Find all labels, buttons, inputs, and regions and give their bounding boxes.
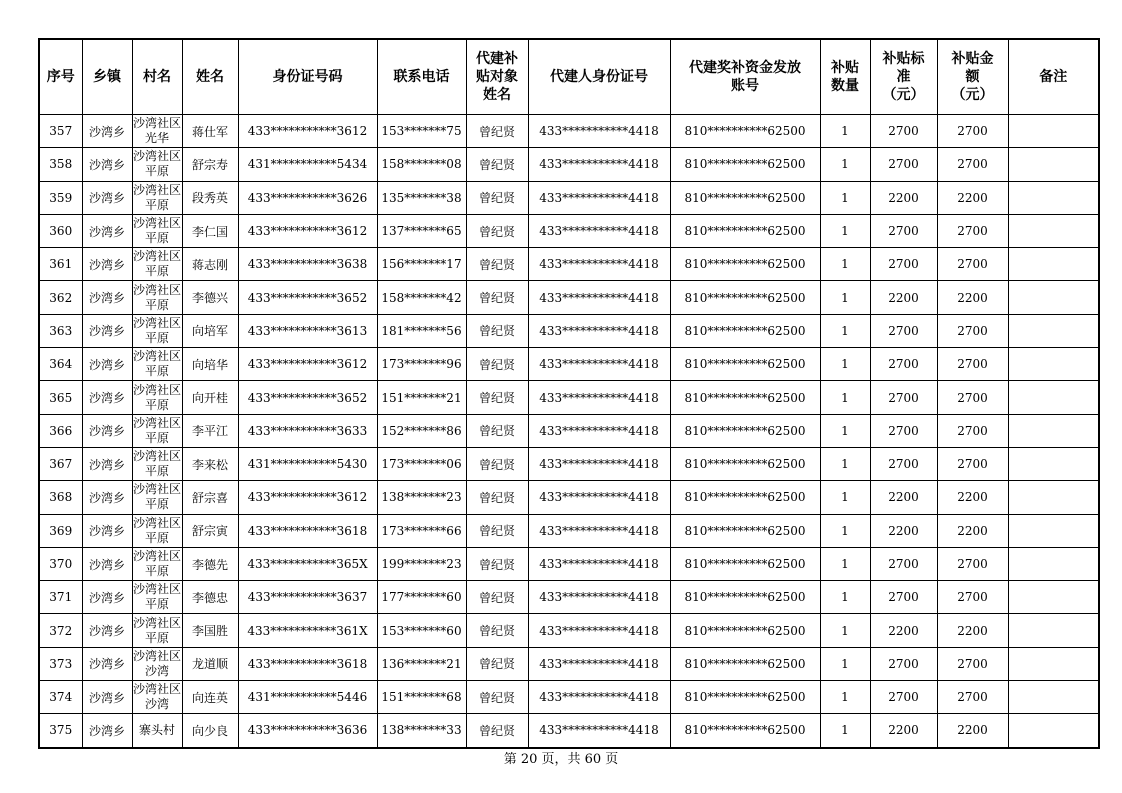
row-number: 371 [39, 581, 82, 614]
id-number-cell: 433***********361X [238, 614, 377, 647]
row-number: 359 [39, 181, 82, 214]
id-number-cell: 433***********3652 [238, 281, 377, 314]
account-cell: 810**********62500 [670, 514, 820, 547]
name-cell: 李平江 [182, 414, 238, 447]
town-cell: 沙湾乡 [82, 547, 132, 580]
name-cell: 李来松 [182, 447, 238, 480]
village-cell: 寨头村 [132, 714, 182, 748]
quantity-cell: 1 [820, 514, 870, 547]
note-cell [1008, 381, 1099, 414]
table-row [39, 614, 1099, 647]
phone-cell: 136*******21 [377, 647, 466, 680]
builder-id-cell: 433***********4418 [528, 581, 670, 614]
amount-cell: 2200 [937, 614, 1008, 647]
account-cell: 810**********62500 [670, 348, 820, 381]
amount-cell: 2200 [937, 281, 1008, 314]
quantity-cell: 1 [820, 414, 870, 447]
account-cell: 810**********62500 [670, 214, 820, 247]
name-cell: 李德忠 [182, 581, 238, 614]
village-cell: 沙湾社区平原 [132, 148, 182, 181]
quantity-cell: 1 [820, 647, 870, 680]
town-cell: 沙湾乡 [82, 481, 132, 514]
amount-cell: 2700 [937, 581, 1008, 614]
account-cell: 810**********62500 [670, 248, 820, 281]
row-number: 372 [39, 614, 82, 647]
table-row [39, 281, 1099, 314]
account-cell: 810**********62500 [670, 148, 820, 181]
account-cell: 810**********62500 [670, 714, 820, 748]
standard-cell: 2700 [870, 314, 937, 347]
table-row [39, 681, 1099, 714]
row-number: 375 [39, 714, 82, 748]
village-cell: 沙湾社区平原 [132, 447, 182, 480]
note-cell [1008, 348, 1099, 381]
amount-cell: 2200 [937, 181, 1008, 214]
builder-name-cell: 曾纪贤 [466, 314, 528, 347]
town-cell: 沙湾乡 [82, 148, 132, 181]
account-cell: 810**********62500 [670, 414, 820, 447]
note-cell [1008, 647, 1099, 680]
quantity-cell: 1 [820, 214, 870, 247]
note-cell [1008, 214, 1099, 247]
quantity-cell: 1 [820, 614, 870, 647]
builder-name-cell: 曾纪贤 [466, 714, 528, 748]
id-number-cell: 433***********3612 [238, 115, 377, 148]
builder-id-cell: 433***********4418 [528, 414, 670, 447]
row-number: 361 [39, 248, 82, 281]
town-cell: 沙湾乡 [82, 647, 132, 680]
row-number: 357 [39, 115, 82, 148]
id-number-cell: 433***********3652 [238, 381, 377, 414]
note-cell [1008, 681, 1099, 714]
village-cell: 沙湾社区平原 [132, 514, 182, 547]
builder-id-cell: 433***********4418 [528, 381, 670, 414]
builder-id-cell: 433***********4418 [528, 481, 670, 514]
note-cell [1008, 614, 1099, 647]
header-cell: 身份证号码 [238, 39, 377, 115]
account-cell: 810**********62500 [670, 281, 820, 314]
table-row [39, 115, 1099, 148]
builder-name-cell: 曾纪贤 [466, 348, 528, 381]
name-cell: 向少良 [182, 714, 238, 748]
village-cell: 沙湾社区平原 [132, 348, 182, 381]
standard-cell: 2200 [870, 281, 937, 314]
header-cell: 备注 [1008, 39, 1099, 115]
id-number-cell: 431***********5446 [238, 681, 377, 714]
town-cell: 沙湾乡 [82, 614, 132, 647]
amount-cell: 2700 [937, 115, 1008, 148]
row-number: 369 [39, 514, 82, 547]
row-number: 368 [39, 481, 82, 514]
quantity-cell: 1 [820, 181, 870, 214]
id-number-cell: 431***********5434 [238, 148, 377, 181]
phone-cell: 153*******75 [377, 115, 466, 148]
name-cell: 李仁国 [182, 214, 238, 247]
standard-cell: 2200 [870, 181, 937, 214]
row-number: 373 [39, 647, 82, 680]
builder-name-cell: 曾纪贤 [466, 547, 528, 580]
phone-cell: 158*******08 [377, 148, 466, 181]
village-cell: 沙湾社区平原 [132, 547, 182, 580]
town-cell: 沙湾乡 [82, 248, 132, 281]
builder-name-cell: 曾纪贤 [466, 381, 528, 414]
builder-id-cell: 433***********4418 [528, 214, 670, 247]
table-row [39, 647, 1099, 680]
builder-name-cell: 曾纪贤 [466, 148, 528, 181]
amount-cell: 2700 [937, 348, 1008, 381]
row-number: 363 [39, 314, 82, 347]
town-cell: 沙湾乡 [82, 681, 132, 714]
id-number-cell: 433***********3626 [238, 181, 377, 214]
amount-cell: 2700 [937, 381, 1008, 414]
quantity-cell: 1 [820, 481, 870, 514]
phone-cell: 158*******42 [377, 281, 466, 314]
quantity-cell: 1 [820, 681, 870, 714]
header-cell: 序号 [39, 39, 82, 115]
builder-id-cell: 433***********4418 [528, 281, 670, 314]
account-cell: 810**********62500 [670, 547, 820, 580]
row-number: 374 [39, 681, 82, 714]
id-number-cell: 433***********365X [238, 547, 377, 580]
village-cell: 沙湾社区平原 [132, 614, 182, 647]
builder-name-cell: 曾纪贤 [466, 447, 528, 480]
quantity-cell: 1 [820, 447, 870, 480]
header-cell: 姓名 [182, 39, 238, 115]
standard-cell: 2700 [870, 115, 937, 148]
amount-cell: 2200 [937, 514, 1008, 547]
builder-id-cell: 433***********4418 [528, 614, 670, 647]
table-row [39, 248, 1099, 281]
town-cell: 沙湾乡 [82, 348, 132, 381]
amount-cell: 2700 [937, 447, 1008, 480]
id-number-cell: 431***********5430 [238, 447, 377, 480]
row-number: 365 [39, 381, 82, 414]
row-number: 367 [39, 447, 82, 480]
village-cell: 沙湾社区平原 [132, 414, 182, 447]
phone-cell: 153*******60 [377, 614, 466, 647]
builder-id-cell: 433***********4418 [528, 314, 670, 347]
builder-name-cell: 曾纪贤 [466, 647, 528, 680]
name-cell: 向开桂 [182, 381, 238, 414]
builder-id-cell: 433***********4418 [528, 681, 670, 714]
table-row [39, 381, 1099, 414]
town-cell: 沙湾乡 [82, 381, 132, 414]
note-cell [1008, 248, 1099, 281]
id-number-cell: 433***********3612 [238, 481, 377, 514]
town-cell: 沙湾乡 [82, 414, 132, 447]
header-cell: 补贴标准（元） [870, 39, 937, 115]
name-cell: 向培华 [182, 348, 238, 381]
phone-cell: 181*******56 [377, 314, 466, 347]
quantity-cell: 1 [820, 348, 870, 381]
id-number-cell: 433***********3618 [238, 647, 377, 680]
name-cell: 蒋志刚 [182, 248, 238, 281]
phone-cell: 156*******17 [377, 248, 466, 281]
note-cell [1008, 181, 1099, 214]
builder-id-cell: 433***********4418 [528, 348, 670, 381]
town-cell: 沙湾乡 [82, 181, 132, 214]
note-cell [1008, 547, 1099, 580]
table-row [39, 214, 1099, 247]
id-number-cell: 433***********3636 [238, 714, 377, 748]
name-cell: 向培军 [182, 314, 238, 347]
name-cell: 龙道顺 [182, 647, 238, 680]
phone-cell: 173*******06 [377, 447, 466, 480]
row-number: 362 [39, 281, 82, 314]
header-cell: 代建奖补资金发放账号 [670, 39, 820, 115]
quantity-cell: 1 [820, 314, 870, 347]
phone-cell: 151*******68 [377, 681, 466, 714]
account-cell: 810**********62500 [670, 181, 820, 214]
quantity-cell: 1 [820, 248, 870, 281]
amount-cell: 2700 [937, 547, 1008, 580]
builder-name-cell: 曾纪贤 [466, 481, 528, 514]
standard-cell: 2200 [870, 514, 937, 547]
account-cell: 810**********62500 [670, 314, 820, 347]
account-cell: 810**********62500 [670, 447, 820, 480]
name-cell: 舒宗喜 [182, 481, 238, 514]
builder-name-cell: 曾纪贤 [466, 181, 528, 214]
village-cell: 沙湾社区沙湾 [132, 681, 182, 714]
standard-cell: 2700 [870, 647, 937, 680]
builder-name-cell: 曾纪贤 [466, 281, 528, 314]
phone-cell: 151*******21 [377, 381, 466, 414]
table-row [39, 414, 1099, 447]
standard-cell: 2200 [870, 714, 937, 748]
standard-cell: 2700 [870, 248, 937, 281]
id-number-cell: 433***********3618 [238, 514, 377, 547]
row-number: 360 [39, 214, 82, 247]
account-cell: 810**********62500 [670, 115, 820, 148]
row-number: 364 [39, 348, 82, 381]
header-cell: 代建补贴对象姓名 [466, 39, 528, 115]
amount-cell: 2200 [937, 714, 1008, 748]
quantity-cell: 1 [820, 547, 870, 580]
name-cell: 舒宗寅 [182, 514, 238, 547]
name-cell: 蒋仕军 [182, 115, 238, 148]
id-number-cell: 433***********3612 [238, 348, 377, 381]
amount-cell: 2700 [937, 681, 1008, 714]
builder-id-cell: 433***********4418 [528, 248, 670, 281]
table-row [39, 348, 1099, 381]
standard-cell: 2700 [870, 447, 937, 480]
builder-id-cell: 433***********4418 [528, 514, 670, 547]
phone-cell: 137*******65 [377, 214, 466, 247]
note-cell [1008, 514, 1099, 547]
village-cell: 沙湾社区平原 [132, 281, 182, 314]
header-row [39, 39, 1099, 115]
standard-cell: 2700 [870, 681, 937, 714]
town-cell: 沙湾乡 [82, 581, 132, 614]
amount-cell: 2700 [937, 314, 1008, 347]
town-cell: 沙湾乡 [82, 314, 132, 347]
quantity-cell: 1 [820, 581, 870, 614]
builder-id-cell: 433***********4418 [528, 115, 670, 148]
standard-cell: 2200 [870, 481, 937, 514]
builder-id-cell: 433***********4418 [528, 181, 670, 214]
builder-id-cell: 433***********4418 [528, 647, 670, 680]
note-cell [1008, 447, 1099, 480]
account-cell: 810**********62500 [670, 614, 820, 647]
id-number-cell: 433***********3633 [238, 414, 377, 447]
name-cell: 李德先 [182, 547, 238, 580]
table-row [39, 547, 1099, 580]
account-cell: 810**********62500 [670, 647, 820, 680]
builder-id-cell: 433***********4418 [528, 447, 670, 480]
amount-cell: 2700 [937, 647, 1008, 680]
standard-cell: 2700 [870, 581, 937, 614]
page-footer: 第 20 页，共 60 页 [503, 752, 619, 767]
village-cell: 沙湾社区平原 [132, 214, 182, 247]
builder-name-cell: 曾纪贤 [466, 614, 528, 647]
builder-name-cell: 曾纪贤 [466, 681, 528, 714]
standard-cell: 2200 [870, 614, 937, 647]
phone-cell: 199*******23 [377, 547, 466, 580]
note-cell [1008, 314, 1099, 347]
account-cell: 810**********62500 [670, 381, 820, 414]
header-cell: 补贴金额（元） [937, 39, 1008, 115]
id-number-cell: 433***********3612 [238, 214, 377, 247]
note-cell [1008, 414, 1099, 447]
phone-cell: 173*******96 [377, 348, 466, 381]
builder-id-cell: 433***********4418 [528, 547, 670, 580]
quantity-cell: 1 [820, 148, 870, 181]
builder-id-cell: 433***********4418 [528, 148, 670, 181]
builder-name-cell: 曾纪贤 [466, 581, 528, 614]
village-cell: 沙湾社区光华 [132, 115, 182, 148]
account-cell: 810**********62500 [670, 581, 820, 614]
quantity-cell: 1 [820, 281, 870, 314]
amount-cell: 2700 [937, 214, 1008, 247]
town-cell: 沙湾乡 [82, 115, 132, 148]
builder-name-cell: 曾纪贤 [466, 414, 528, 447]
note-cell [1008, 714, 1099, 748]
name-cell: 舒宗寿 [182, 148, 238, 181]
phone-cell: 138*******23 [377, 481, 466, 514]
subsidy-table [38, 38, 1100, 749]
note-cell [1008, 115, 1099, 148]
note-cell [1008, 281, 1099, 314]
town-cell: 沙湾乡 [82, 447, 132, 480]
table-row [39, 581, 1099, 614]
phone-cell: 177*******60 [377, 581, 466, 614]
phone-cell: 138*******33 [377, 714, 466, 748]
phone-cell: 135*******38 [377, 181, 466, 214]
note-cell [1008, 148, 1099, 181]
table-row [39, 714, 1099, 748]
id-number-cell: 433***********3638 [238, 248, 377, 281]
name-cell: 李德兴 [182, 281, 238, 314]
standard-cell: 2700 [870, 348, 937, 381]
name-cell: 段秀英 [182, 181, 238, 214]
quantity-cell: 1 [820, 714, 870, 748]
table-row [39, 481, 1099, 514]
amount-cell: 2700 [937, 148, 1008, 181]
standard-cell: 2700 [870, 214, 937, 247]
quantity-cell: 1 [820, 381, 870, 414]
header-cell: 补贴数量 [820, 39, 870, 115]
account-cell: 810**********62500 [670, 481, 820, 514]
table-row [39, 148, 1099, 181]
village-cell: 沙湾社区平原 [132, 181, 182, 214]
village-cell: 沙湾社区沙湾 [132, 647, 182, 680]
header-cell: 村名 [132, 39, 182, 115]
village-cell: 沙湾社区平原 [132, 248, 182, 281]
village-cell: 沙湾社区平原 [132, 314, 182, 347]
table-row [39, 314, 1099, 347]
header-cell: 代建人身份证号 [528, 39, 670, 115]
table-row [39, 447, 1099, 480]
amount-cell: 2200 [937, 481, 1008, 514]
account-cell: 810**********62500 [670, 681, 820, 714]
amount-cell: 2700 [937, 248, 1008, 281]
phone-cell: 173*******66 [377, 514, 466, 547]
standard-cell: 2700 [870, 547, 937, 580]
town-cell: 沙湾乡 [82, 714, 132, 748]
builder-name-cell: 曾纪贤 [466, 115, 528, 148]
header-cell: 乡镇 [82, 39, 132, 115]
town-cell: 沙湾乡 [82, 214, 132, 247]
table-row [39, 181, 1099, 214]
quantity-cell: 1 [820, 115, 870, 148]
id-number-cell: 433***********3613 [238, 314, 377, 347]
row-number: 366 [39, 414, 82, 447]
row-number: 370 [39, 547, 82, 580]
standard-cell: 2700 [870, 381, 937, 414]
village-cell: 沙湾社区平原 [132, 381, 182, 414]
note-cell [1008, 481, 1099, 514]
phone-cell: 152*******86 [377, 414, 466, 447]
header-cell: 联系电话 [377, 39, 466, 115]
builder-name-cell: 曾纪贤 [466, 248, 528, 281]
note-cell [1008, 581, 1099, 614]
town-cell: 沙湾乡 [82, 514, 132, 547]
builder-id-cell: 433***********4418 [528, 714, 670, 748]
village-cell: 沙湾社区平原 [132, 581, 182, 614]
id-number-cell: 433***********3637 [238, 581, 377, 614]
amount-cell: 2700 [937, 414, 1008, 447]
table-row [39, 514, 1099, 547]
row-number: 358 [39, 148, 82, 181]
builder-name-cell: 曾纪贤 [466, 514, 528, 547]
village-cell: 沙湾社区平原 [132, 481, 182, 514]
town-cell: 沙湾乡 [82, 281, 132, 314]
standard-cell: 2700 [870, 148, 937, 181]
name-cell: 向连英 [182, 681, 238, 714]
standard-cell: 2700 [870, 414, 937, 447]
builder-name-cell: 曾纪贤 [466, 214, 528, 247]
name-cell: 李国胜 [182, 614, 238, 647]
